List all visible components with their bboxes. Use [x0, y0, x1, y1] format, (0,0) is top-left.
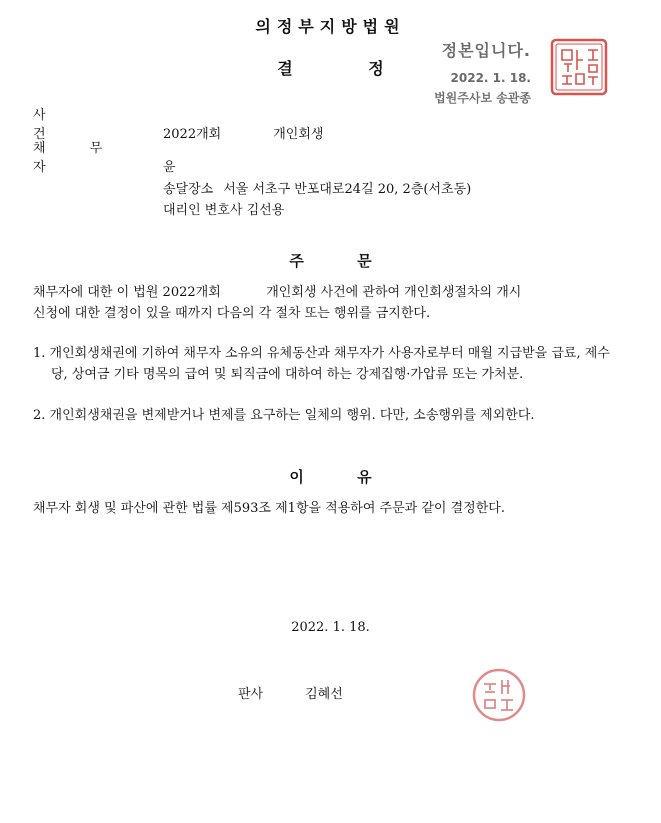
- debtor-row: [33, 137, 176, 175]
- judge-seal-icon: [472, 668, 526, 722]
- court-name: 의정부지방법원: [255, 17, 406, 36]
- address-value: 서울 서초구 반포대로24길 20, 2층(서초동): [223, 182, 472, 197]
- judge-label: 판사: [238, 687, 264, 702]
- agent-row: 대리인 변호사 김선용: [163, 203, 285, 218]
- order-heading: 주 문: [289, 252, 372, 270]
- case-number: 2022개회: [163, 127, 222, 142]
- document-type: 결 정: [277, 59, 384, 78]
- decision-date: 2022. 1. 18.: [291, 620, 370, 635]
- order-intro: [33, 282, 593, 324]
- certification-clerk: 법원주사보 송관종: [434, 91, 531, 105]
- order-item-1: 1. 개인회생채권에 기하여 채무자 소유의 유체동산과 채무자가 사용자로부터 매월 지급받을 급료, 제수당, 상여금 기타 명목의 급여 및 퇴직금에 대하여 하는 강제집행·가압류 또는 가처분.: [33, 346, 610, 382]
- order-intro-line2: 신청에 대한 결정이 있을 때까지 다음의 각 절차 또는 행위를 금지한다.: [33, 306, 431, 321]
- case-label: 사 건: [33, 108, 84, 142]
- judge-row: [238, 683, 343, 702]
- debtor-name: 윤: [163, 160, 176, 175]
- case-name: 개인회생: [273, 127, 324, 142]
- certification-block: [434, 38, 531, 106]
- reason-text: 채무자 회생 및 파산에 관한 법률 제593조 제1항을 적용하여 주문과 같이 결정한다.: [33, 501, 505, 516]
- judge-name: 김혜선: [305, 687, 343, 702]
- court-seal-icon: [550, 38, 608, 96]
- address-label: 송달장소: [163, 182, 214, 197]
- delivery-address-row: [163, 178, 471, 197]
- certification-title: 정본입니다.: [441, 41, 531, 60]
- order-intro-line1: 채무자에 대한 이 법원 2022개회 개인회생 사건에 관하여 개인회생절차의 개시: [33, 285, 522, 300]
- certification-date: 2022. 1. 18.: [450, 71, 531, 85]
- order-item-2: 2. 개인회생채권을 변제받거나 변제를 요구하는 일체의 행위. 다만, 소송행위를 제외한다.: [33, 408, 535, 423]
- reason-heading: 이 유: [289, 468, 372, 486]
- debtor-label: 채 무 자: [33, 141, 123, 175]
